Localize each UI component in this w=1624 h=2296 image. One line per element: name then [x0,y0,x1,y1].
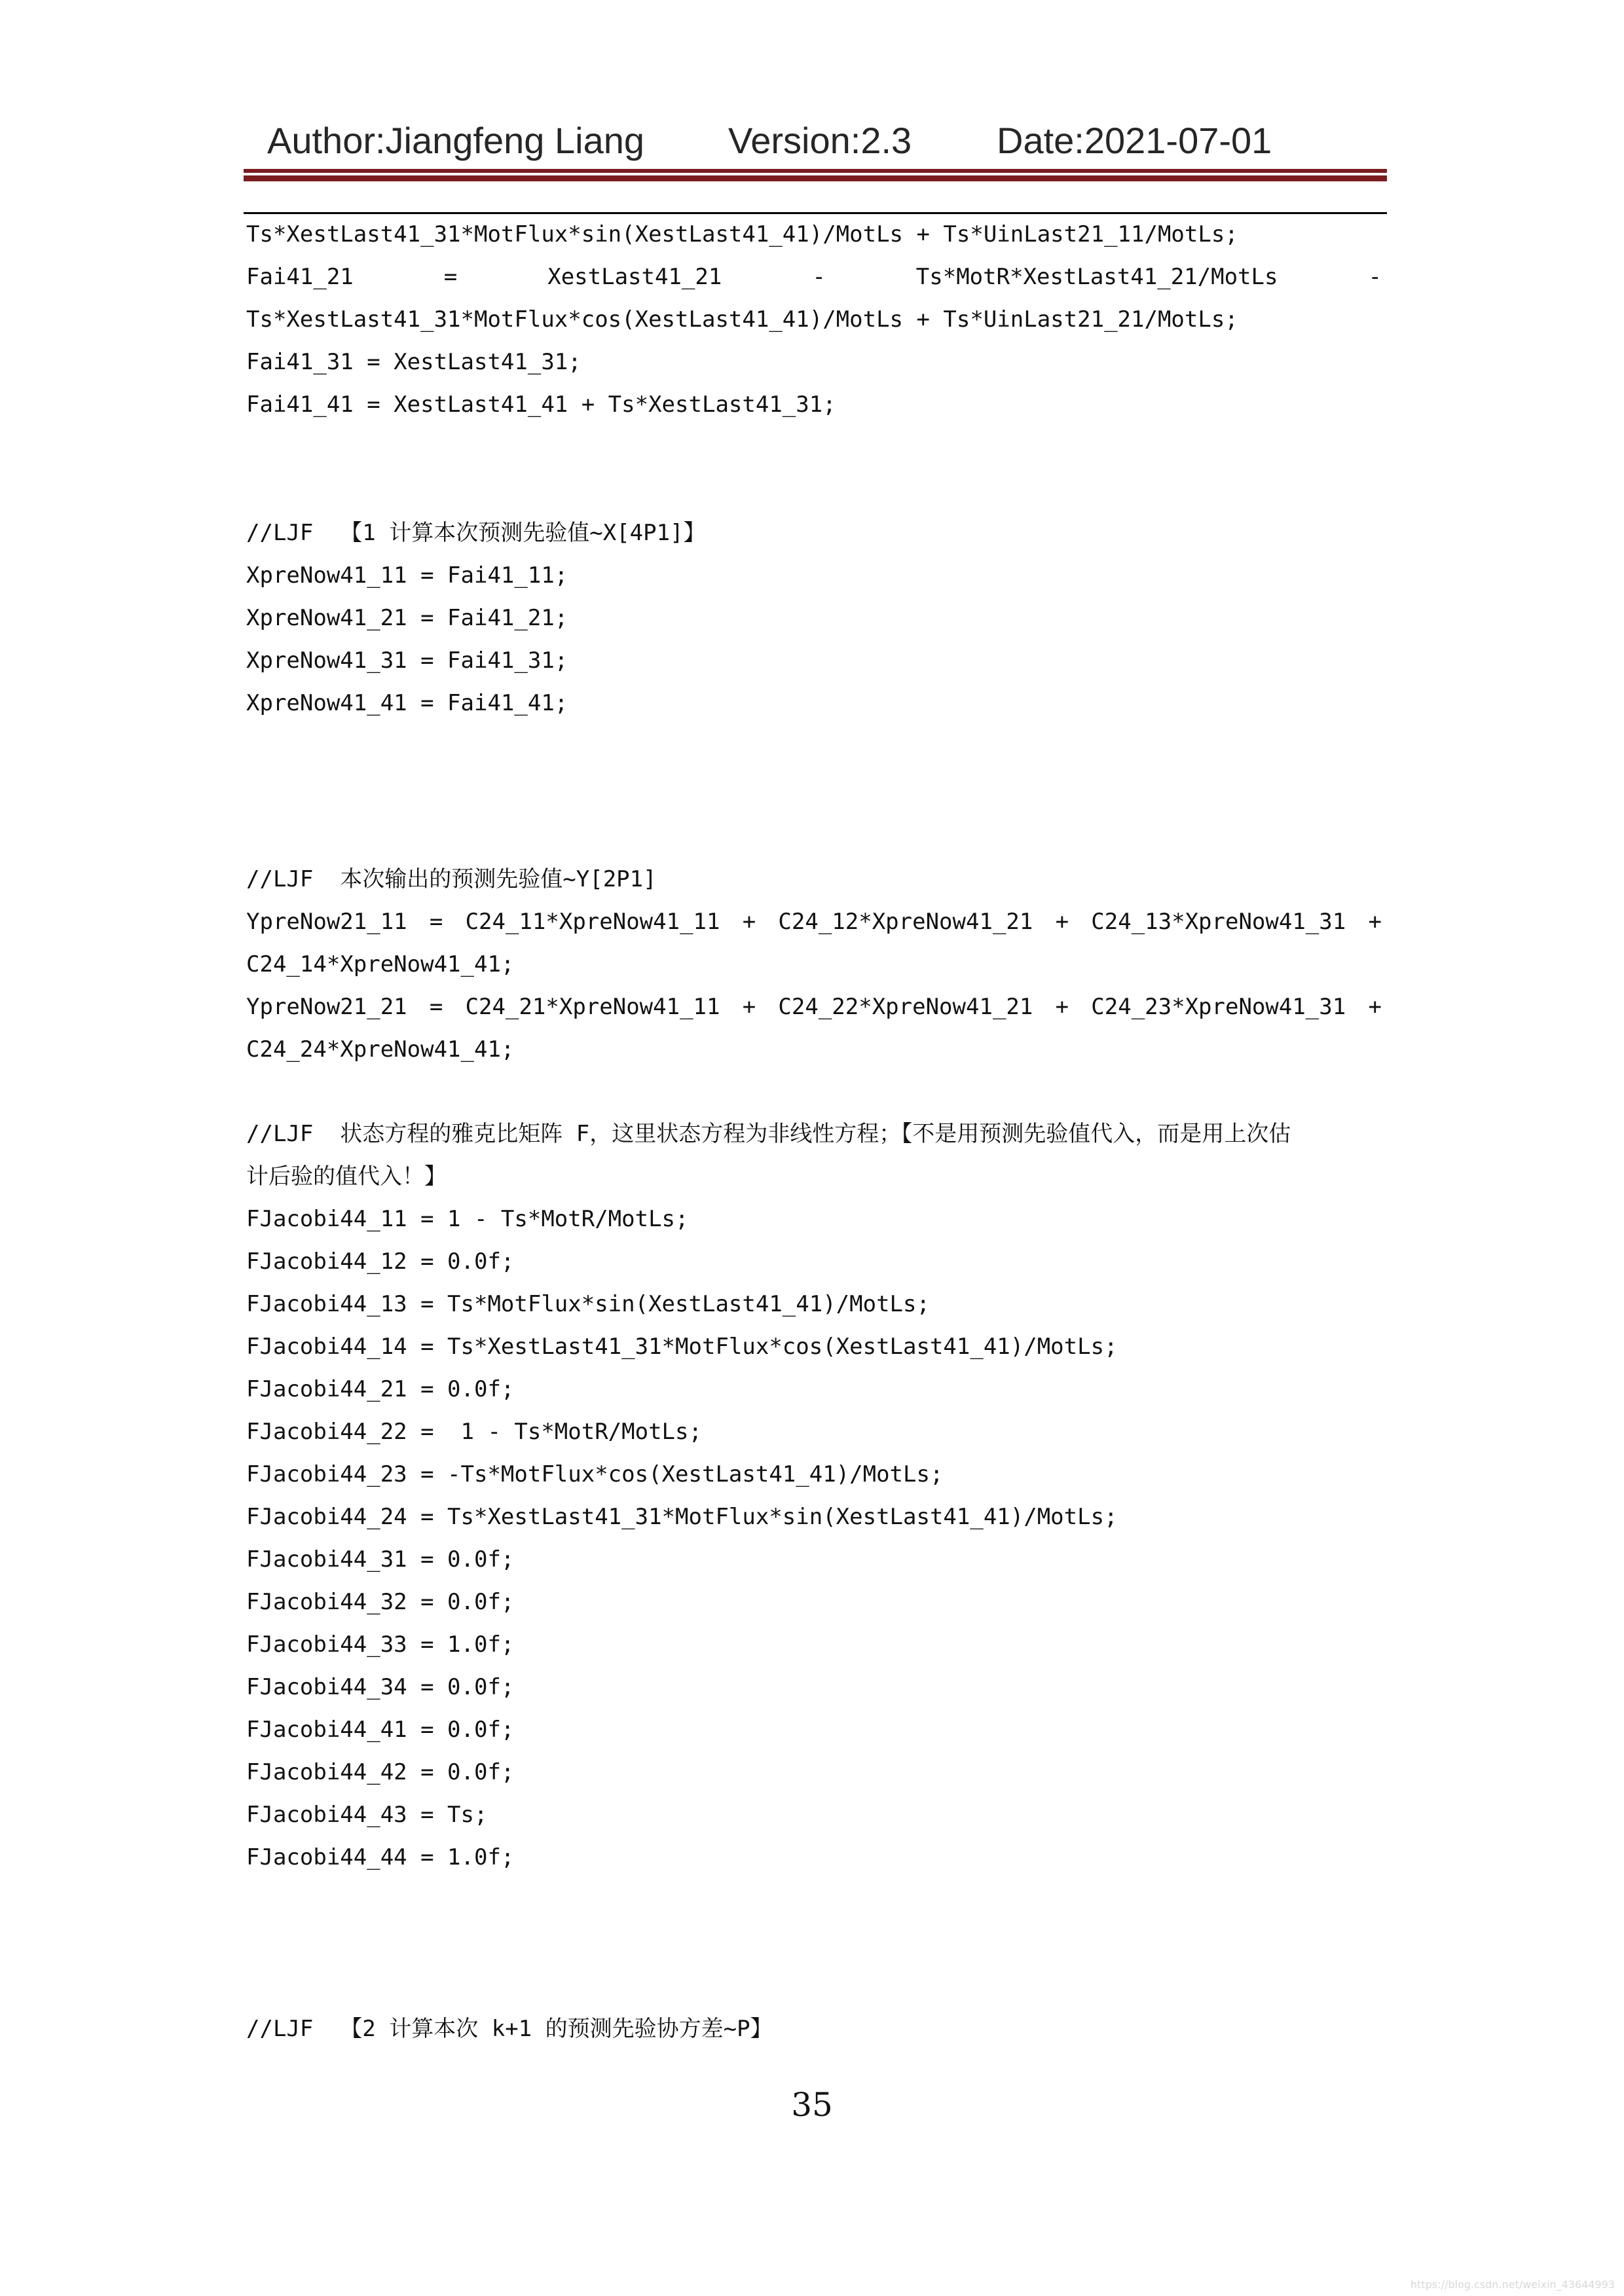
code-token: C24_11*XpreNow41_11 [465,909,720,935]
code-token: + [1368,909,1382,935]
code-line: //LJF 【2 计算本次 k+1 的预测先验协方差~P】 [246,2016,773,2042]
code-token: C24_12*XpreNow41_21 [778,909,1033,935]
code-line [246,256,1382,299]
code-line: FJacobi44_43 = Ts; [246,1802,488,1828]
code-line: //LJF 【1 计算本次预测先验值~X[4P1]】 [246,520,706,546]
code-line: 计后验的值代入！】 [246,1163,447,1190]
code-line: FJacobi44_31 = 0.0f; [246,1546,515,1573]
code-token: + [1055,909,1069,935]
code-token: + [1055,994,1069,1020]
code-token: YpreNow21_11 [246,909,407,935]
code-line: FJacobi44_24 = Ts*XestLast41_31*MotFlux*sin(XestLast41_41)/MotLs; [246,1504,1118,1530]
code-token: Fai41_21 [246,264,354,290]
code-line: XpreNow41_31 = Fai41_31; [246,647,568,674]
code-line: XpreNow41_11 = Fai41_11; [246,562,568,589]
code-line: FJacobi44_42 = 0.0f; [246,1759,515,1785]
code-line [246,901,1382,943]
code-token: C24_21*XpreNow41_11 [465,994,720,1020]
code-line: FJacobi44_34 = 0.0f; [246,1674,515,1700]
header-date: Date:2021-07-01 [997,120,1272,161]
code-line: XpreNow41_41 = Fai41_41; [246,690,568,716]
code-line: //LJF 本次输出的预测先验值~Y[2P1] [246,866,657,892]
code-line: FJacobi44_22 = 1 - Ts*MotR/MotLs; [246,1419,702,1445]
code-line [246,986,1382,1029]
header-rule-thin [244,169,1387,173]
watermark: https://blog.csdn.net/weixin_43644993 [1410,2278,1615,2291]
code-token: C24_13*XpreNow41_31 [1091,909,1346,935]
code-token: = [429,994,443,1020]
code-line: C24_14*XpreNow41_41; [246,951,515,977]
code-line: FJacobi44_11 = 1 - Ts*MotR/MotLs; [246,1206,689,1232]
code-line: Ts*XestLast41_31*MotFlux*cos(XestLast41_41)/MotLs + Ts*UinLast21_21/MotLs; [246,306,1238,333]
code-token: XestLast41_21 [547,264,722,290]
code-token: + [742,994,756,1020]
header-author: Author:Jiangfeng Liang [267,120,644,161]
code-line: FJacobi44_21 = 0.0f; [246,1376,515,1402]
code-line: Fai41_41 = XestLast41_41 + Ts*XestLast41_31; [246,392,836,418]
code-line: XpreNow41_21 = Fai41_21; [246,605,568,631]
code-token: + [1368,994,1382,1020]
code-line: FJacobi44_32 = 0.0f; [246,1589,515,1615]
code-token: C24_22*XpreNow41_21 [778,994,1033,1020]
code-token: = [429,909,443,935]
code-line: FJacobi44_13 = Ts*MotFlux*sin(XestLast41_41)/MotLs; [246,1291,930,1317]
code-token: = [443,264,458,290]
code-token: C24_23*XpreNow41_31 [1091,994,1346,1020]
code-line: //LJF 状态方程的雅克比矩阵 F，这里状态方程为非线性方程；【不是用预测先验值代入，而是用上次估 [246,1121,1291,1147]
code-token: YpreNow21_21 [246,994,407,1020]
code-token: - [812,264,826,290]
code-token: + [742,909,756,935]
code-line: C24_24*XpreNow41_41; [246,1036,515,1063]
code-token: Ts*MotR*XestLast41_21/MotLs [915,264,1278,290]
header-rule-thick [244,175,1387,181]
page-number: 35 [791,2086,833,2124]
code-line: FJacobi44_14 = Ts*XestLast41_31*MotFlux*cos(XestLast41_41)/MotLs; [246,1334,1118,1360]
code-line: FJacobi44_44 = 1.0f; [246,1844,515,1870]
code-line: FJacobi44_23 = -Ts*MotFlux*cos(XestLast41_41)/MotLs; [246,1461,944,1487]
code-line: FJacobi44_12 = 0.0f; [246,1248,515,1275]
code-token: - [1368,264,1382,290]
header-version: Version:2.3 [728,120,912,161]
code-line: Fai41_31 = XestLast41_31; [246,349,581,375]
code-line: FJacobi44_41 = 0.0f; [246,1717,515,1743]
code-line: FJacobi44_33 = 1.0f; [246,1631,515,1658]
code-line: Ts*XestLast41_31*MotFlux*sin(XestLast41_41)/MotLs + Ts*UinLast21_11/MotLs; [246,221,1238,247]
